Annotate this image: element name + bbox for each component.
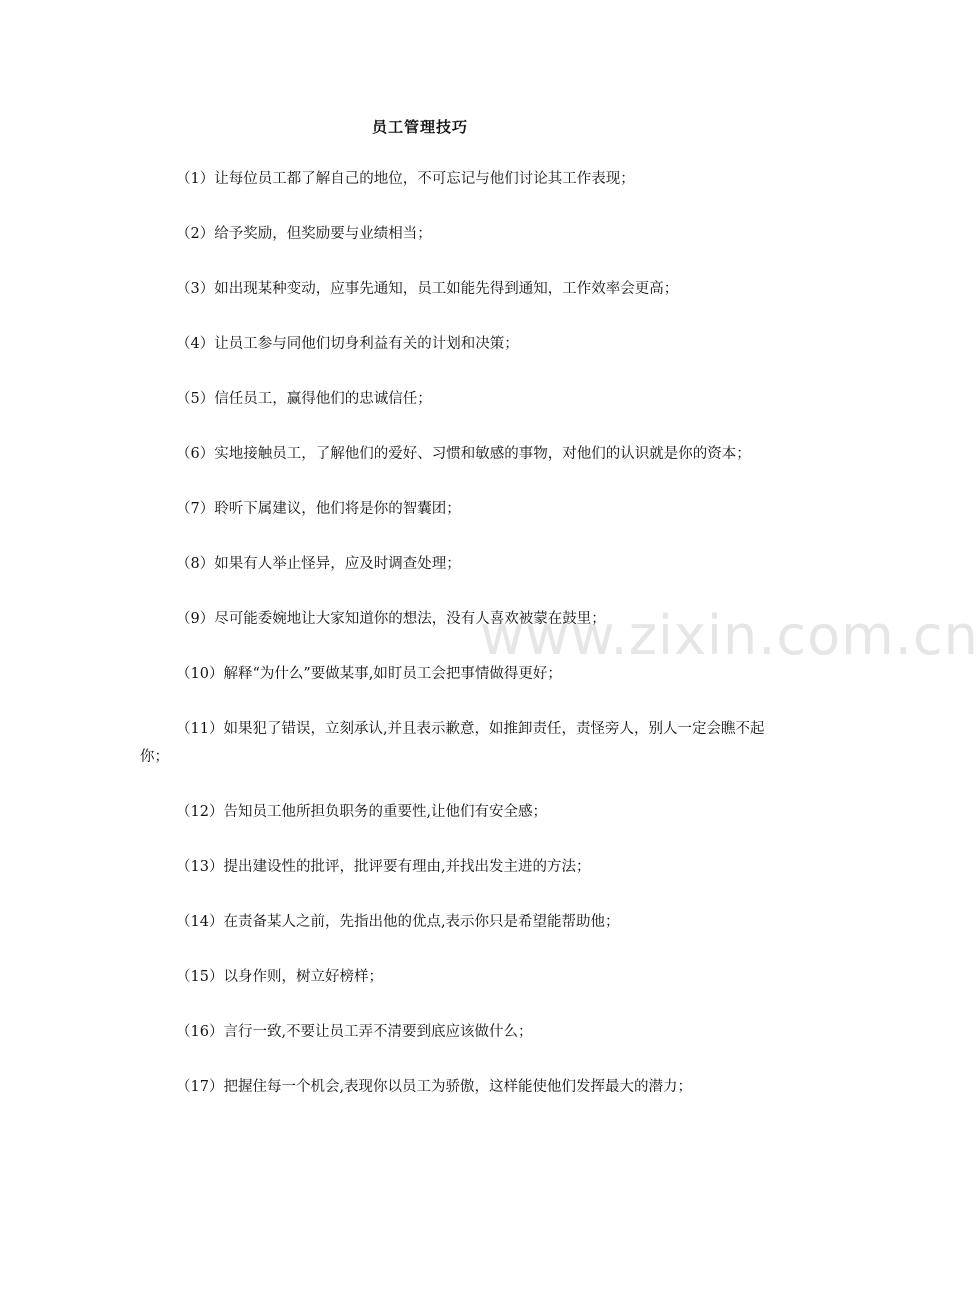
tip-item-3: （3）如出现某种变动，应事先通知，员工如能先得到通知，工作效率会更高； bbox=[176, 281, 679, 297]
tip-item-1: （1）让每位员工都了解自己的地位，不可忘记与他们讨论其工作表现； bbox=[176, 171, 635, 187]
tip-item-8: （8）如果有人举止怪异，应及时调查处理； bbox=[176, 556, 461, 572]
tip-item-16: （16）言行一致,不要让员工弄不清要到底应该做什么； bbox=[176, 1024, 533, 1040]
tip-item-5: （5）信任员工，赢得他们的忠诚信任； bbox=[176, 391, 432, 407]
tip-item-2: （2）给予奖励，但奖励要与业绩相当； bbox=[176, 226, 432, 242]
document-title: 员工管理技巧 bbox=[371, 118, 468, 136]
site-watermark: www.zixin.com.cn bbox=[480, 604, 979, 667]
tip-item-11: （11）如果犯了错误，立刻承认,并且表示歉意，如推卸责任，责怪旁人，别人一定会瞧不起你； bbox=[140, 721, 765, 765]
tip-item-17: （17）把握住每一个机会,表现你以员工为骄傲，这样能使他们发挥最大的潜力； bbox=[176, 1079, 693, 1095]
tips-list bbox=[140, 165, 788, 1128]
tip-item-12: （12）告知员工他所担负职务的重要性,让他们有安全感； bbox=[176, 804, 548, 820]
tip-item-15: （15）以身作则，树立好榜样； bbox=[176, 969, 383, 985]
tip-item-7: （7）聆听下属建议，他们将是你的智囊团； bbox=[176, 501, 461, 517]
tip-item-4: （4）让员工参与同他们切身利益有关的计划和决策； bbox=[176, 336, 519, 352]
tip-item-9: （9）尽可能委婉地让大家知道你的想法，没有人喜欢被蒙在鼓里； bbox=[176, 611, 606, 627]
tip-item-13: （13）提出建设性的批评，批评要有理由,并找出发主进的方法； bbox=[176, 859, 591, 875]
tip-item-10: （10）解释“为什么”要做某事,如盯员工会把事情做得更好； bbox=[176, 666, 562, 682]
tip-item-14: （14）在责备某人之前，先指出他的优点,表示你只是希望能帮助他； bbox=[176, 914, 620, 930]
tip-item-6: （6）实地接触员工，了解他们的爱好、习惯和敏感的事物，对他们的认识就是你的资本； bbox=[176, 446, 751, 462]
